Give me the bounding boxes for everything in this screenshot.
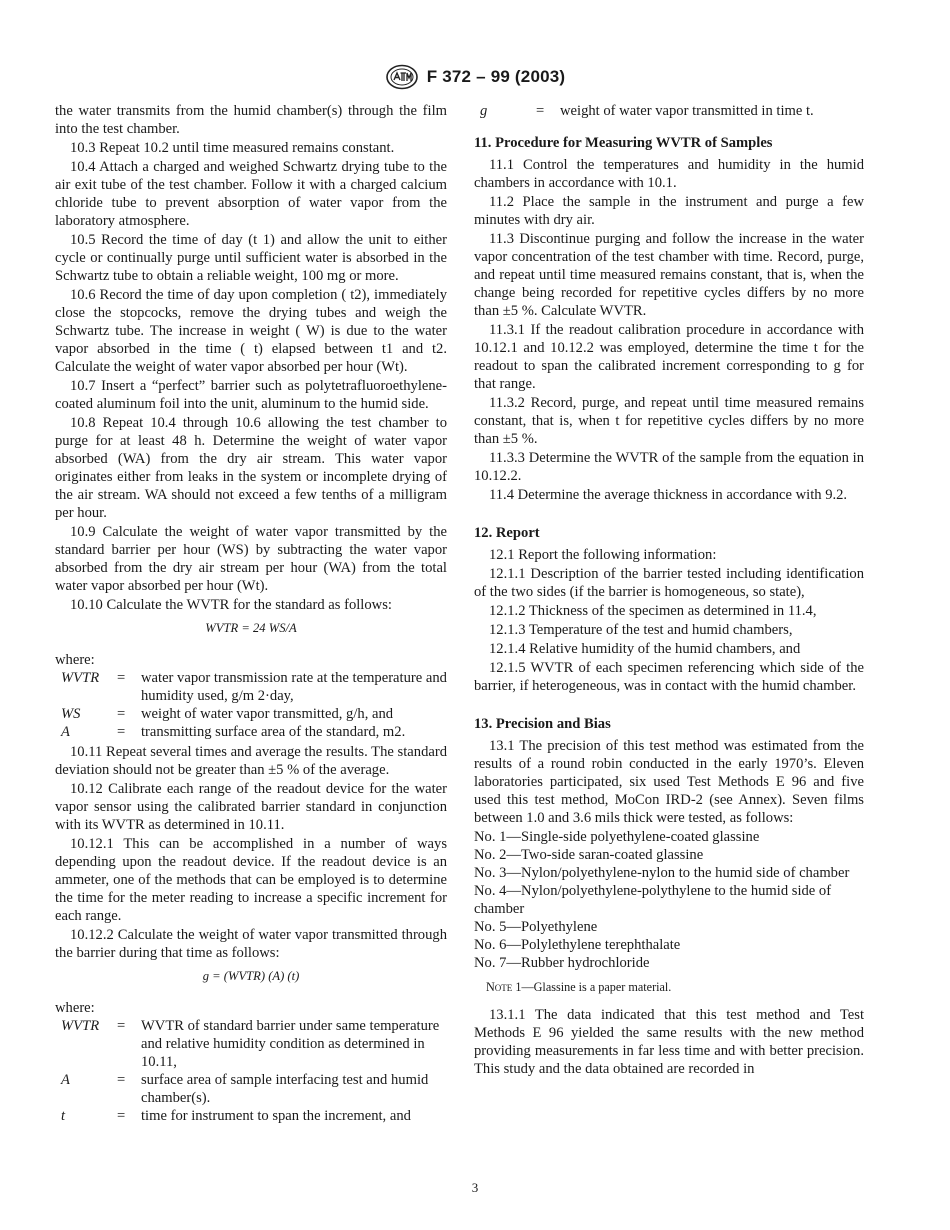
definition-symbol: A <box>61 1072 70 1088</box>
paragraph-11-3-2: 11.3.2 Record, purge, and repeat until time measured remains constant, that is, when t for repetitive cycles differs by no more than ±5 %. <box>474 395 864 447</box>
paragraph-10-9: 10.9 Calculate the weight of water vapor transmitted by the standard barrier per hour (WS) by subtracting the water vapor absorbed from the dry air stream per hour (WA) from the total water vapor absorbed per hour (Wt). <box>55 524 447 594</box>
list-item: No. 1—Single-side polyethylene-coated glassine <box>474 829 760 845</box>
list-item: No. 2—Two-side saran-coated glassine <box>474 847 704 863</box>
paragraph-11-2: 11.2 Place the sample in the instrument and purge a few minutes with dry air. <box>474 194 864 228</box>
list-item: No. 4—Nylon/polyethylene-polythylene to the humid side of chamber <box>474 883 832 917</box>
definition-symbol: WVTR <box>61 670 100 686</box>
paragraph-10-12-2: 10.12.2 Calculate the weight of water vapor transmitted through the barrier during that time as follows: <box>55 927 447 961</box>
definition-equals: = <box>117 724 126 740</box>
paragraph-12-1-3: 12.1.3 Temperature of the test and humid chambers, <box>489 622 793 638</box>
note-text: —Glassine is a paper material. <box>521 980 672 994</box>
section-heading-12: 12. Report <box>474 525 540 541</box>
equation-g: g = (WVTR) (A) (t) <box>202 969 300 983</box>
definition-text: water vapor transmission rate at the temperature and humidity used, g/m 2·day, <box>141 670 447 704</box>
paragraph-12-1-1: 12.1.1 Description of the barrier tested including identification of the two sides (if the barrier is homogeneous, so state), <box>474 566 864 600</box>
definition-row <box>61 1071 447 1107</box>
definition-text: time for instrument to span the increment, and <box>141 1108 411 1124</box>
definition-equals: = <box>117 1072 126 1088</box>
definition-equals: = <box>117 670 126 686</box>
paragraph-12-1-4: 12.1.4 Relative humidity of the humid chambers, and <box>489 641 801 657</box>
definition-symbol: WVTR <box>61 1018 100 1034</box>
paragraph-11-3: 11.3 Discontinue purging and follow the increase in the water vapor concentration of the test chamber with time. Record, purge, and repeat until time measured remains constant, that is, when the change being recorded for repetitive cycles differs by no more than ±5 %. Calculate WVTR. <box>474 231 864 319</box>
definitions-list <box>61 1017 447 1125</box>
definition-symbol: g <box>480 103 488 119</box>
paragraph-10-6: 10.6 Record the time of day upon completion ( t2), immediately close the stopcocks, remove the drying tubes and weigh the Schwartz tube. The increase in weight ( W) is due to the water vapor absorbed in the time ( t) elapsed between t1 and t2. Calculate the weight of water vapor absorbed per hour (Wt). <box>55 287 447 375</box>
definition-text: WVTR of standard barrier under same temperature and relative humidity condition as determined in 10.11, <box>141 1018 440 1070</box>
definition-row <box>480 102 864 120</box>
document-id: F 372 – 99 (2003) <box>426 67 566 86</box>
equation-wvtr: WVTR = 24 WS/A <box>205 621 297 635</box>
paragraph-12-1-5: 12.1.5 WVTR of each specimen referencing which side of the barrier, if heterogeneous, was in contact with the humid chamber. <box>474 660 864 694</box>
definition-symbol: WS <box>61 706 81 722</box>
definition-symbol: t <box>61 1108 66 1124</box>
definition-equals: = <box>117 1018 126 1034</box>
left-column <box>55 102 447 1127</box>
definitions-list <box>61 669 447 741</box>
definition-row <box>61 1107 447 1125</box>
where-label: where: <box>55 652 95 668</box>
definition-symbol: A <box>61 724 70 740</box>
section-heading-11: 11. Procedure for Measuring WVTR of Samples <box>474 135 773 151</box>
paragraph-11-4: 11.4 Determine the average thickness in accordance with 9.2. <box>489 487 848 503</box>
note-label: Note 1 <box>486 980 522 994</box>
definition-row <box>61 1017 447 1071</box>
right-column <box>474 102 864 1079</box>
page-number: 3 <box>471 1180 479 1195</box>
astm-logo-icon <box>385 64 419 90</box>
list-item: No. 5—Polyethylene <box>474 919 598 935</box>
definition-text: transmitting surface area of the standard, m2. <box>141 724 406 740</box>
definition-equals: = <box>117 706 126 722</box>
definition-text: weight of water vapor transmitted in time t. <box>560 103 814 119</box>
paragraph-10-5: 10.5 Record the time of day (t 1) and allow the unit to either cycle or continually purge until sufficient water is absorbed in the Schwartz tube to obtain a reliable weight, 100 mg or more. <box>55 232 447 284</box>
list-item: No. 3—Nylon/polyethylene-nylon to the humid side of chamber <box>474 865 850 881</box>
page-header <box>0 64 950 95</box>
definition-row <box>61 723 447 741</box>
definitions-list <box>480 102 864 120</box>
definition-row <box>61 669 447 705</box>
definition-equals: = <box>536 103 545 119</box>
paragraph-10-4: 10.4 Attach a charged and weighed Schwartz drying tube to the air exit tube of the test chamber. Follow it with a charged calcium chloride tube to prevent absorption of water vapor from the laboratory atmosphere. <box>55 159 447 229</box>
paragraph-10-12-1: 10.12.1 This can be accomplished in a number of ways depending upon the readout device. If the readout device is an ammeter, one of the methods that can be employed is to determine the time for the meter reading to increase a specific increment for each range. <box>55 836 447 924</box>
list-item: No. 6—Polylethylene terephthalate <box>474 937 681 953</box>
paragraph-10-3: 10.3 Repeat 10.2 until time measured remains constant. <box>70 140 395 156</box>
definition-text: weight of water vapor transmitted, g/h, and <box>141 706 394 722</box>
paragraph-10-12: 10.12 Calibrate each range of the readout device for the water vapor sensor using the calibrated barrier standard in conjunction with its WVTR as determined in 10.11. <box>55 781 447 833</box>
paragraph-10-8: 10.8 Repeat 10.4 through 10.6 allowing the test chamber to purge for at least 48 h. Determine the weight of water vapor absorbed (WA) from the dry air stream. This water vapor originates either from leaks in the system or incomplete drying of the air stream. WA should not exceed a few tenths of a milligram per hour. <box>55 415 447 521</box>
paragraph: the water transmits from the humid chamber(s) through the film into the test chamber. <box>55 103 447 137</box>
note-1 <box>486 978 864 996</box>
list-item: No. 7—Rubber hydrochloride <box>474 955 650 971</box>
definition-text: surface area of sample interfacing test and humid chamber(s). <box>141 1072 429 1106</box>
definition-row <box>61 705 447 723</box>
paragraph-11-3-1: 11.3.1 If the readout calibration procedure in accordance with 10.12.1 and 10.12.2 was employed, determine the time t for the readout to span the calibrated increment corresponding to g for that range. <box>474 322 864 392</box>
paragraph-11-1: 11.1 Control the temperatures and humidity in the humid chambers in accordance with 10.1. <box>474 157 864 191</box>
paragraph-11-3-3: 11.3.3 Determine the WVTR of the sample from the equation in 10.12.2. <box>474 450 864 484</box>
paragraph-10-11: 10.11 Repeat several times and average the results. The standard deviation should not be greater than ±5 % of the average. <box>55 744 447 778</box>
paragraph-13-1-1: 13.1.1 The data indicated that this test method and Test Methods E 96 yielded the same results with the new method providing measurements in far less time and with better precision. This study and the data obtained are recorded in <box>474 1007 864 1077</box>
paragraph-10-10: 10.10 Calculate the WVTR for the standard as follows: <box>70 597 392 613</box>
where-label: where: <box>55 1000 95 1016</box>
paragraph-13-1: 13.1 The precision of this test method was estimated from the results of a round robin conducted in the early 1970’s. Eleven laboratories participated, six used Test Methods E 96 and five used this test method, MoCon IRD-2 (see Annex). Seven films between 1.0 and 3.6 mils thick were tested, as follows: <box>474 738 864 826</box>
paragraph-12-1-2: 12.1.2 Thickness of the specimen as determined in 11.4, <box>489 603 817 619</box>
definition-equals: = <box>117 1108 126 1124</box>
section-heading-13: 13. Precision and Bias <box>474 716 611 732</box>
paragraph-10-7: 10.7 Insert a “perfect” barrier such as polytetrafluoroethylene-coated aluminum foil into the unit, aluminum to the humid side. <box>55 378 447 412</box>
paragraph-12-1: 12.1 Report the following information: <box>489 547 717 563</box>
